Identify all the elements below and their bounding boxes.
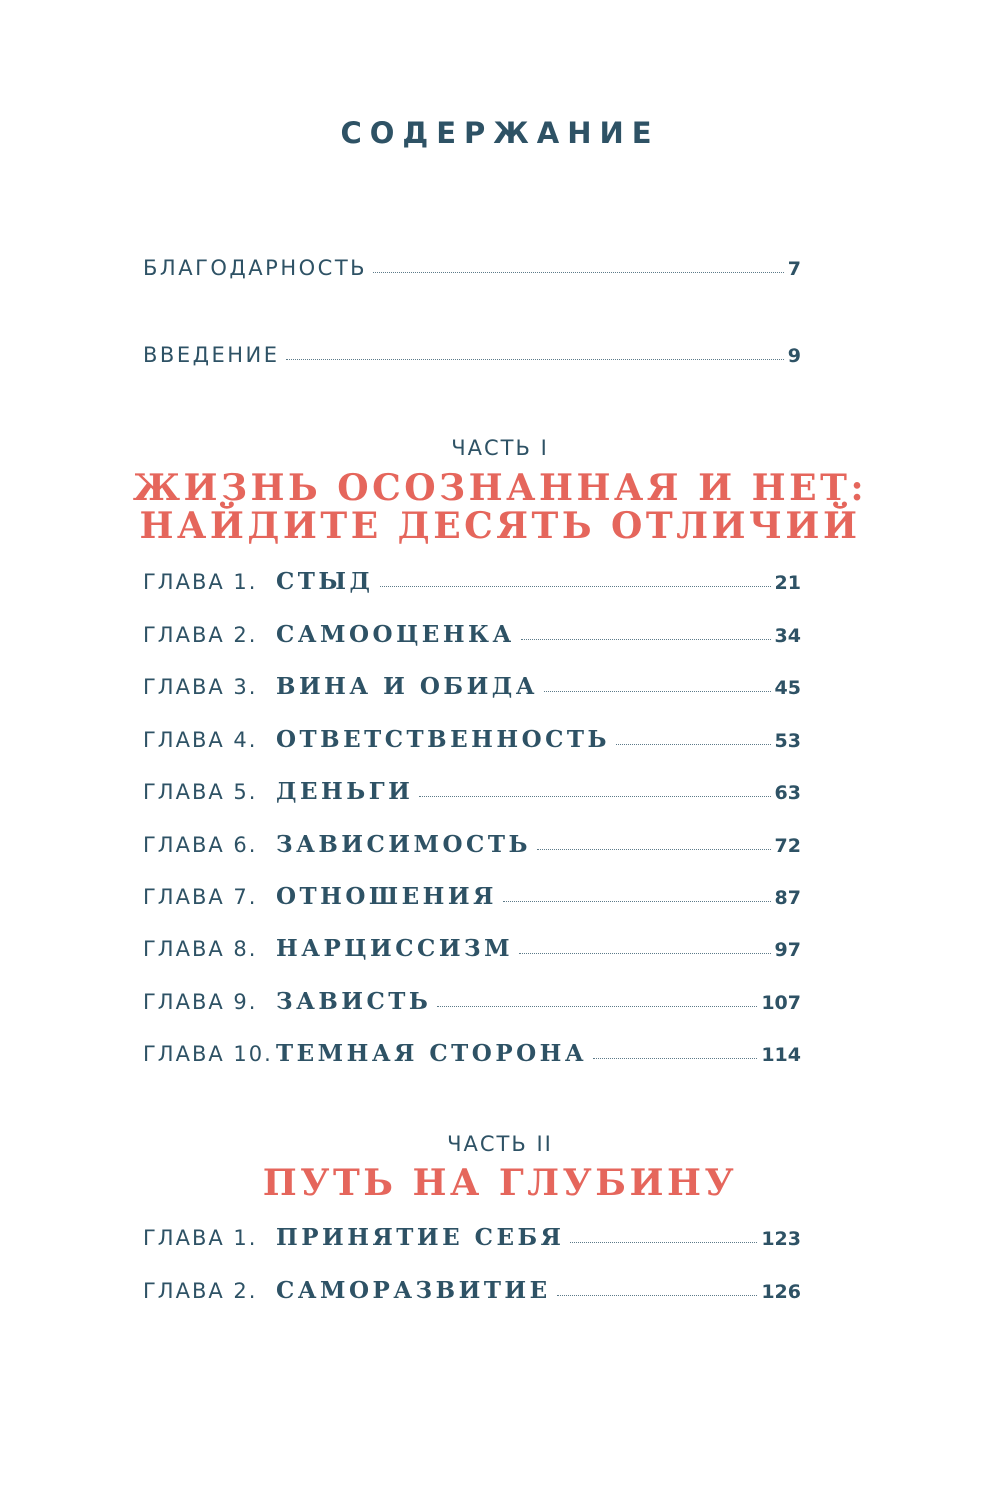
- chapter-number: ГЛАВА 9.: [143, 990, 258, 1014]
- dot-leader: [537, 848, 771, 850]
- page-number: 63: [774, 782, 801, 804]
- dot-leader: [521, 638, 771, 640]
- toc-entry-part1-ch7[interactable]: [143, 883, 801, 910]
- toc-entry-part1-ch3[interactable]: [143, 673, 801, 700]
- chapter-title: ПРИНЯТИЕ СЕБЯ: [276, 1224, 565, 1251]
- toc-entry-acknowledgements[interactable]: [143, 256, 801, 280]
- page-number: 87: [774, 887, 801, 909]
- chapter-title: НАРЦИССИЗМ: [276, 935, 514, 962]
- chapter-number: ГЛАВА 2.: [143, 623, 258, 647]
- page-number: 107: [761, 992, 801, 1014]
- dot-leader: [570, 1241, 757, 1243]
- page-number: 126: [761, 1281, 801, 1303]
- chapter-number: ГЛАВА 4.: [143, 728, 258, 752]
- toc-entry-part2-ch1[interactable]: [143, 1224, 801, 1251]
- page-number: 123: [761, 1228, 801, 1250]
- chapter-title: САМОРАЗВИТИЕ: [276, 1277, 551, 1304]
- dot-leader: [373, 271, 784, 273]
- page-number: 45: [774, 677, 801, 699]
- page-number: 7: [787, 258, 801, 280]
- part-1-title-line-2: НАЙДИТЕ ДЕСЯТЬ ОТЛИЧИЙ: [139, 505, 861, 547]
- toc-entry-introduction[interactable]: [143, 343, 801, 367]
- entry-label: ВВЕДЕНИЕ: [143, 343, 280, 367]
- page-number: 114: [761, 1044, 801, 1066]
- page-number: 97: [774, 939, 801, 961]
- chapter-title: ВИНА И ОБИДА: [276, 673, 538, 700]
- toc-entry-part1-ch10[interactable]: [143, 1040, 801, 1067]
- part-1-label: ЧАСТЬ I: [451, 436, 549, 460]
- chapter-title: СТЫД: [276, 568, 374, 595]
- dot-leader: [519, 952, 770, 954]
- dot-leader: [380, 585, 771, 587]
- entry-label: БЛАГОДАРНОСТЬ: [143, 256, 368, 280]
- chapter-number: ГЛАВА 10.: [143, 1042, 273, 1066]
- dot-leader: [419, 795, 770, 797]
- dot-leader: [544, 690, 771, 692]
- chapter-number: ГЛАВА 1.: [143, 1226, 258, 1250]
- toc-entry-part1-ch6[interactable]: [143, 831, 801, 858]
- chapter-number: ГЛАВА 2.: [143, 1279, 258, 1303]
- toc-entry-part1-ch9[interactable]: [143, 988, 801, 1015]
- part-1-title-line-1: ЖИЗНЬ ОСОЗНАННАЯ И НЕТ:: [132, 467, 868, 509]
- toc-entry-part1-ch2[interactable]: [143, 621, 801, 648]
- chapter-title: ОТВЕТСТВЕННОСТЬ: [276, 726, 611, 753]
- page-number: 72: [774, 835, 801, 857]
- chapter-title: ОТНОШЕНИЯ: [276, 883, 497, 910]
- part-2-label: ЧАСТЬ II: [447, 1132, 553, 1156]
- chapter-title: ТЕМНАЯ СТОРОНА: [276, 1040, 588, 1067]
- chapter-number: ГЛАВА 8.: [143, 937, 258, 961]
- chapter-number: ГЛАВА 1.: [143, 570, 258, 594]
- chapter-title: ДЕНЬГИ: [276, 778, 414, 805]
- chapter-number: ГЛАВА 6.: [143, 833, 258, 857]
- chapter-title: ЗАВИСТЬ: [276, 988, 432, 1015]
- page-number: 9: [787, 345, 801, 367]
- dot-leader: [437, 1005, 757, 1007]
- part-2-title: ПУТЬ НА ГЛУБИНУ: [262, 1162, 738, 1204]
- toc-entry-part1-ch5[interactable]: [143, 778, 801, 805]
- page-number: 34: [774, 625, 801, 647]
- dot-leader: [593, 1057, 757, 1059]
- toc-entry-part2-ch2[interactable]: [143, 1277, 801, 1304]
- toc-title: СОДЕРЖАНИЕ: [340, 116, 660, 150]
- toc-entry-part1-ch4[interactable]: [143, 726, 801, 753]
- dot-leader: [557, 1294, 758, 1296]
- dot-leader: [503, 900, 771, 902]
- chapter-number: ГЛАВА 5.: [143, 780, 258, 804]
- toc-entry-part1-ch1[interactable]: [143, 568, 801, 595]
- dot-leader: [616, 743, 771, 745]
- toc-entry-part1-ch8[interactable]: [143, 935, 801, 962]
- chapter-number: ГЛАВА 3.: [143, 675, 258, 699]
- chapter-number: ГЛАВА 7.: [143, 885, 258, 909]
- dot-leader: [286, 358, 784, 360]
- page-number: 53: [774, 730, 801, 752]
- chapter-title: ЗАВИСИМОСТЬ: [276, 831, 531, 858]
- page-number: 21: [774, 572, 801, 594]
- chapter-title: САМООЦЕНКА: [276, 621, 515, 648]
